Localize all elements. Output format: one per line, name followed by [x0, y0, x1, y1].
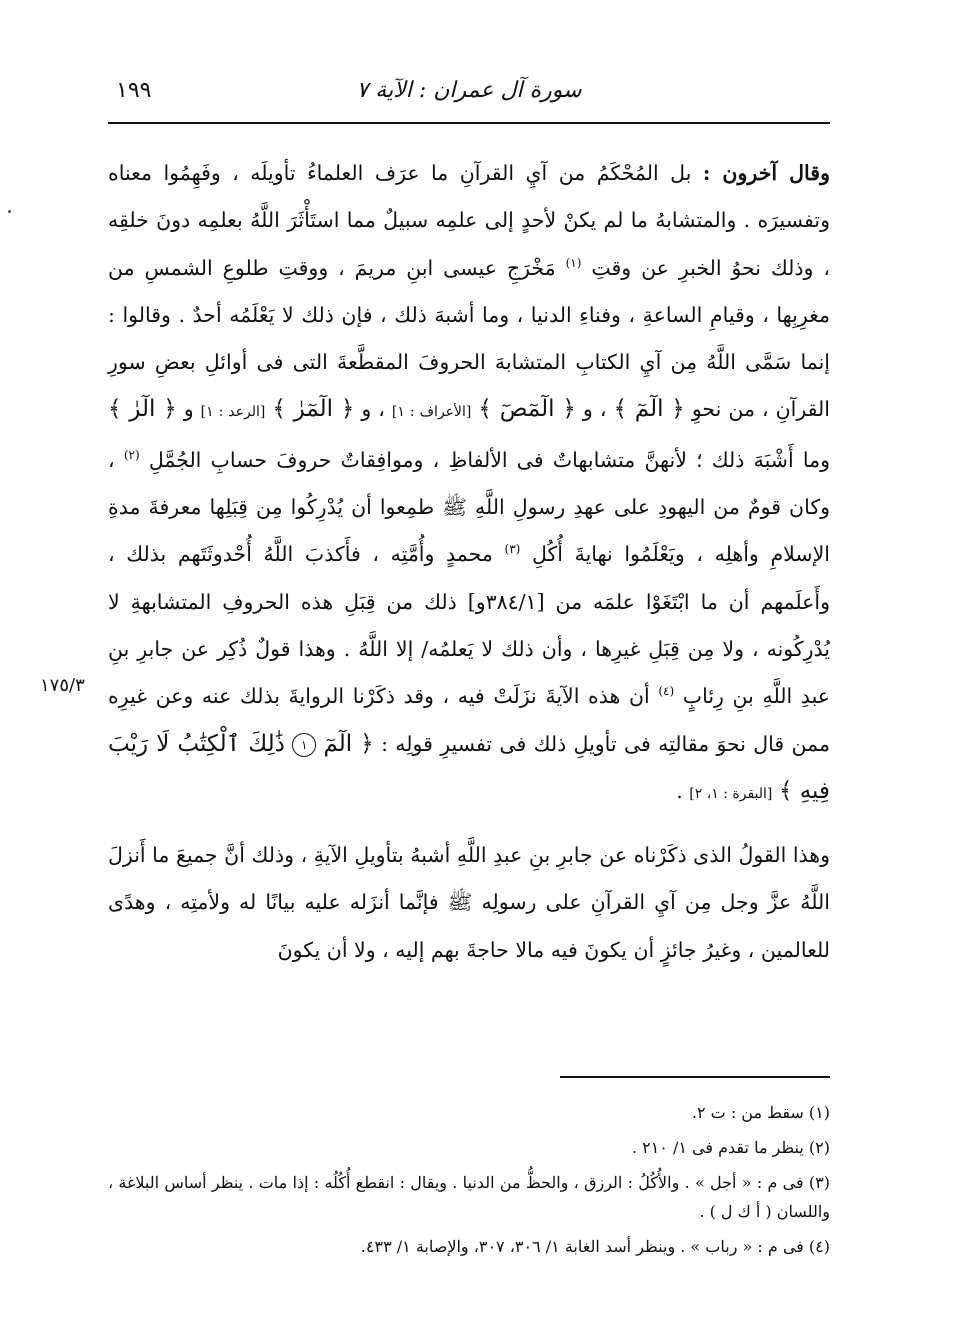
verse-reference: [الأعراف : ١]: [391, 404, 472, 421]
ayah-number-icon: ١: [292, 733, 316, 757]
scan-speck: [8, 210, 11, 213]
quran-quote: ﴿ الٓمٓ ﴾: [613, 396, 685, 423]
conjunction: و: [183, 397, 194, 422]
paragraph-1: [108, 150, 830, 818]
text-segment: محمدٍ وأُمَّتِه ، فأَكذبَ اللَّهُ أُحْدوثَتَهم بذلك ، وأَعلَمهم أن ما ابْتَغَوْا علمَه من [٣٨٤/١و] ذلك من قِبَلِ هذه الحروفِ المتشابهةِ لا يُدْرِكُونه ، ولا مِن قِبَلِ غيرِها ، وأن ذلك لا يَعلمُه/ إلا اللَّهُ . وهذا قولٌ ذُكِر عن جابرِ بنِ عبدِ اللَّهِ بنِ رِئابٍ: [108, 542, 831, 709]
text-segment: وما أَشْبَهَ ذلك ؛ لأنهنَّ متشابهاتٌ فى الألفاظِ ، وموافِقاتٌ حروفَ حسابِ الجُمَّلِ: [148, 447, 830, 472]
page-header: [108, 72, 830, 118]
paragraph-lead: وقال آخرون :: [702, 161, 830, 185]
sentence-end: .: [676, 778, 683, 803]
footnote-marker[interactable]: (٣): [504, 542, 521, 557]
quran-quote: ذَٰلِكَ ٱلْكِتَٰبُ لَا رَيْبَ فِيهِ ﴾: [108, 730, 830, 804]
page-number: ١٩٩: [116, 78, 152, 103]
margin-reference: ١٧٥/٣: [40, 675, 85, 696]
running-title: سورة آل عمران : الآية ٧: [356, 78, 582, 103]
footnote-marker[interactable]: (١): [565, 255, 582, 270]
footnote-2: (٢) ينظر ما تقدم فى ١/ ٢١٠ .: [631, 1138, 830, 1157]
quran-quote: ﴿ الٓمٓ: [323, 730, 374, 757]
header-rule: [108, 122, 830, 124]
quran-quote: ﴿ الٓمٓصٓ ﴾: [478, 396, 576, 423]
footnote-marker[interactable]: (٤): [658, 684, 675, 699]
footnote-1: (١) سقط من : ت ٢.: [691, 1103, 830, 1122]
footnote-4: (٤) فى م : « رباب » . وينظر أسد الغابة ١/ ٣٠٦، ٣٠٧، والإصابة ١/ ٤٣٣.: [360, 1237, 830, 1256]
paragraph-2: وهذا القولُ الذى ذكَرْناه عن جابرِ بنِ عبدِ اللَّهِ أشبهُ بتأويلِ الآيةِ ، وذلك أنَّ جميعَ ما أَنزلَ اللَّهُ عزَّ وجل مِن آيِ القرآنِ على رسولِه ﷺ فإنَّما أنزَله عليه بيانًا له ولأمتِه ، وهدًى للعالمين ، وغيرُ جائزٍ أن يكونَ فيه مالا حاجةَ بهم إليه ، ولا أن يكونَ: [108, 843, 830, 962]
footnote-rule: [560, 1076, 830, 1078]
verse-reference: [الرعد : ١]: [200, 404, 266, 421]
conjunction: ، و: [361, 397, 385, 422]
conjunction: ، و: [582, 397, 607, 422]
main-text: [108, 150, 830, 974]
text-segment: ، وكان قومٌ من اليهودِ على عهدِ رسولِ اللَّهِ ﷺ طمِعوا أن يُدْرِكُوا مِن قِبَلِها معرفةَ مدةِ الإسلامِ وأهلِه ، ويَعْلَمُوا نهايةَ أُكُلِ: [108, 447, 830, 567]
footnotes: [108, 1098, 830, 1267]
verse-reference: [البقرة : ١، ٢]: [689, 785, 773, 802]
quran-quote: ﴿ الٓرٰ ﴾: [108, 396, 177, 423]
footnote-marker[interactable]: (٢): [123, 447, 140, 462]
quran-quote: ﴿ الٓمٓرٰ ﴾: [272, 396, 355, 423]
text-segment: مَخْرَجِ عيسى ابنِ مريمَ ، ووقتِ طلوعِ الشمسِ من مغرِبِها ، وقيامِ الساعةِ ، وفناءِ الدنيا ، وما أشبهَ ذلك ، فإن ذلك لا يَعْلَمُه أحدٌ . وقالوا : إنما سَمَّى اللَّهُ مِن آيِ الكتابِ المتشابهَ الحروفَ المقطَّعةَ التى فى أوائلِ بعضِ سورِ القرآنِ ، من نحوِ: [108, 255, 830, 422]
footnote-3: (٣) فى م : « أجل » . والأُكُلُ : الرزق ، والحظُّ من الدنيا . ويقال : انقطع أُكُلُه : إذا مات . ينظر أساس البلاغة ، واللسان ( أ ك ل ) .: [108, 1173, 831, 1221]
text-segment: بل المُحْكَمُ من آيِ القرآنِ ما عرَف العلماءُ تأويلَه ، وفَهِمُوا معناه وتفسيرَه . والمتشابهُ ما لم يكنْ لأحدٍ إلى علمِه سبيلٌ مما استَأْثَرَ اللَّهُ بعلمِه دونَ خلقِه ، وذلك نحوُ الخبرِ عن وقتِ: [108, 161, 830, 280]
text-segment: أن هذه الآيةَ نزَلَتْ فيه ، وقد ذكَرْنا الروايةَ بذلك عنه وعن غيرِه ممن قال نحوَ مقالتِه فى تأويلِ ذلك فى تفسيرِ قولِه :: [108, 684, 830, 756]
